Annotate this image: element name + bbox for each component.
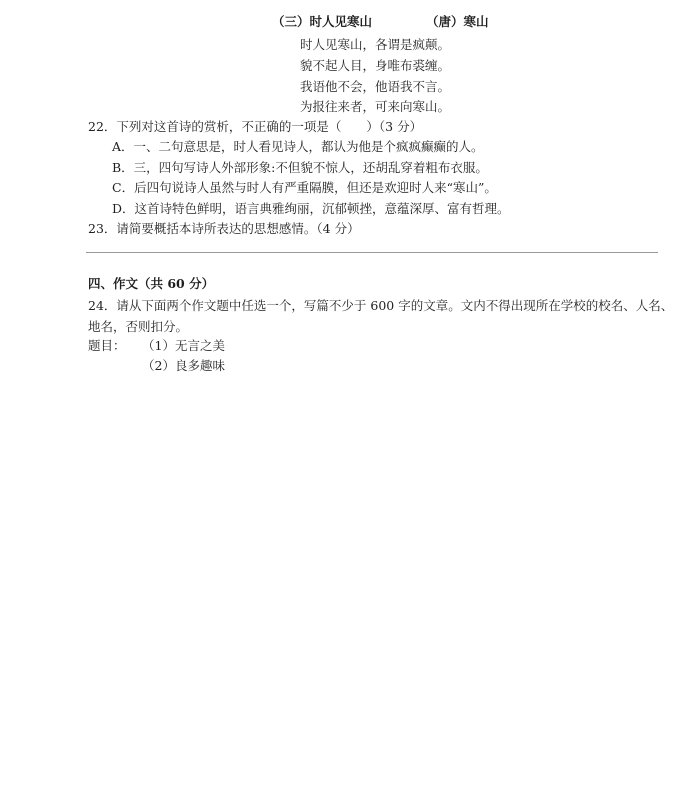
- poem-line-3: 我语他不会，他语我不言。: [300, 79, 451, 94]
- question-22-option-d: D．这首诗特色鲜明，语言典雅绚丽，沉郁顿挫，意蕴深厚、富有哲理。: [112, 201, 510, 216]
- question-22-option-b: B．三，四句写诗人外部形象:不但貌不惊人，还胡乱穿着粗布衣服。: [112, 160, 488, 175]
- topic-1: （1）无言之美: [142, 338, 225, 353]
- poem-title: （三）时人见寒山: [272, 14, 373, 29]
- poem-line-4: 为报往来者，可来向寒山。: [300, 99, 451, 114]
- question-22-stem: 22．下列对这首诗的赏析，不正确的一项是（ ）（3 分）: [88, 119, 423, 134]
- question-23-stem: 23．请简要概括本诗所表达的思想感情。（4 分）: [88, 221, 360, 236]
- question-22-option-c: C．后四句说诗人虽然与时人有严重隔膜，但还是欢迎时人来“寒山”。: [112, 180, 497, 195]
- section-4-heading: 四、作文（共 60 分）: [88, 276, 215, 291]
- poem-line-1: 时人见寒山，各谓是疯颠。: [300, 37, 451, 52]
- poem-line-2: 貌不起人目，身唯布裘缠。: [300, 58, 451, 73]
- poem-author: （唐）寒山: [426, 14, 489, 29]
- question-24-line-2: 地名，否则扣分。: [88, 319, 189, 334]
- question-22-option-a: A．一、二句意思是，时人看见诗人，都认为他是个疯疯癫癫的人。: [112, 139, 484, 154]
- topics-label: 题目：: [88, 338, 126, 353]
- section-divider: [86, 252, 658, 253]
- question-24-line-1: 24．请从下面两个作文题中任选一个，写篇不少于 600 字的文章。文内不得出现所在学校的校名、人名、: [88, 298, 674, 313]
- topic-2: （2）良多趣味: [142, 358, 225, 373]
